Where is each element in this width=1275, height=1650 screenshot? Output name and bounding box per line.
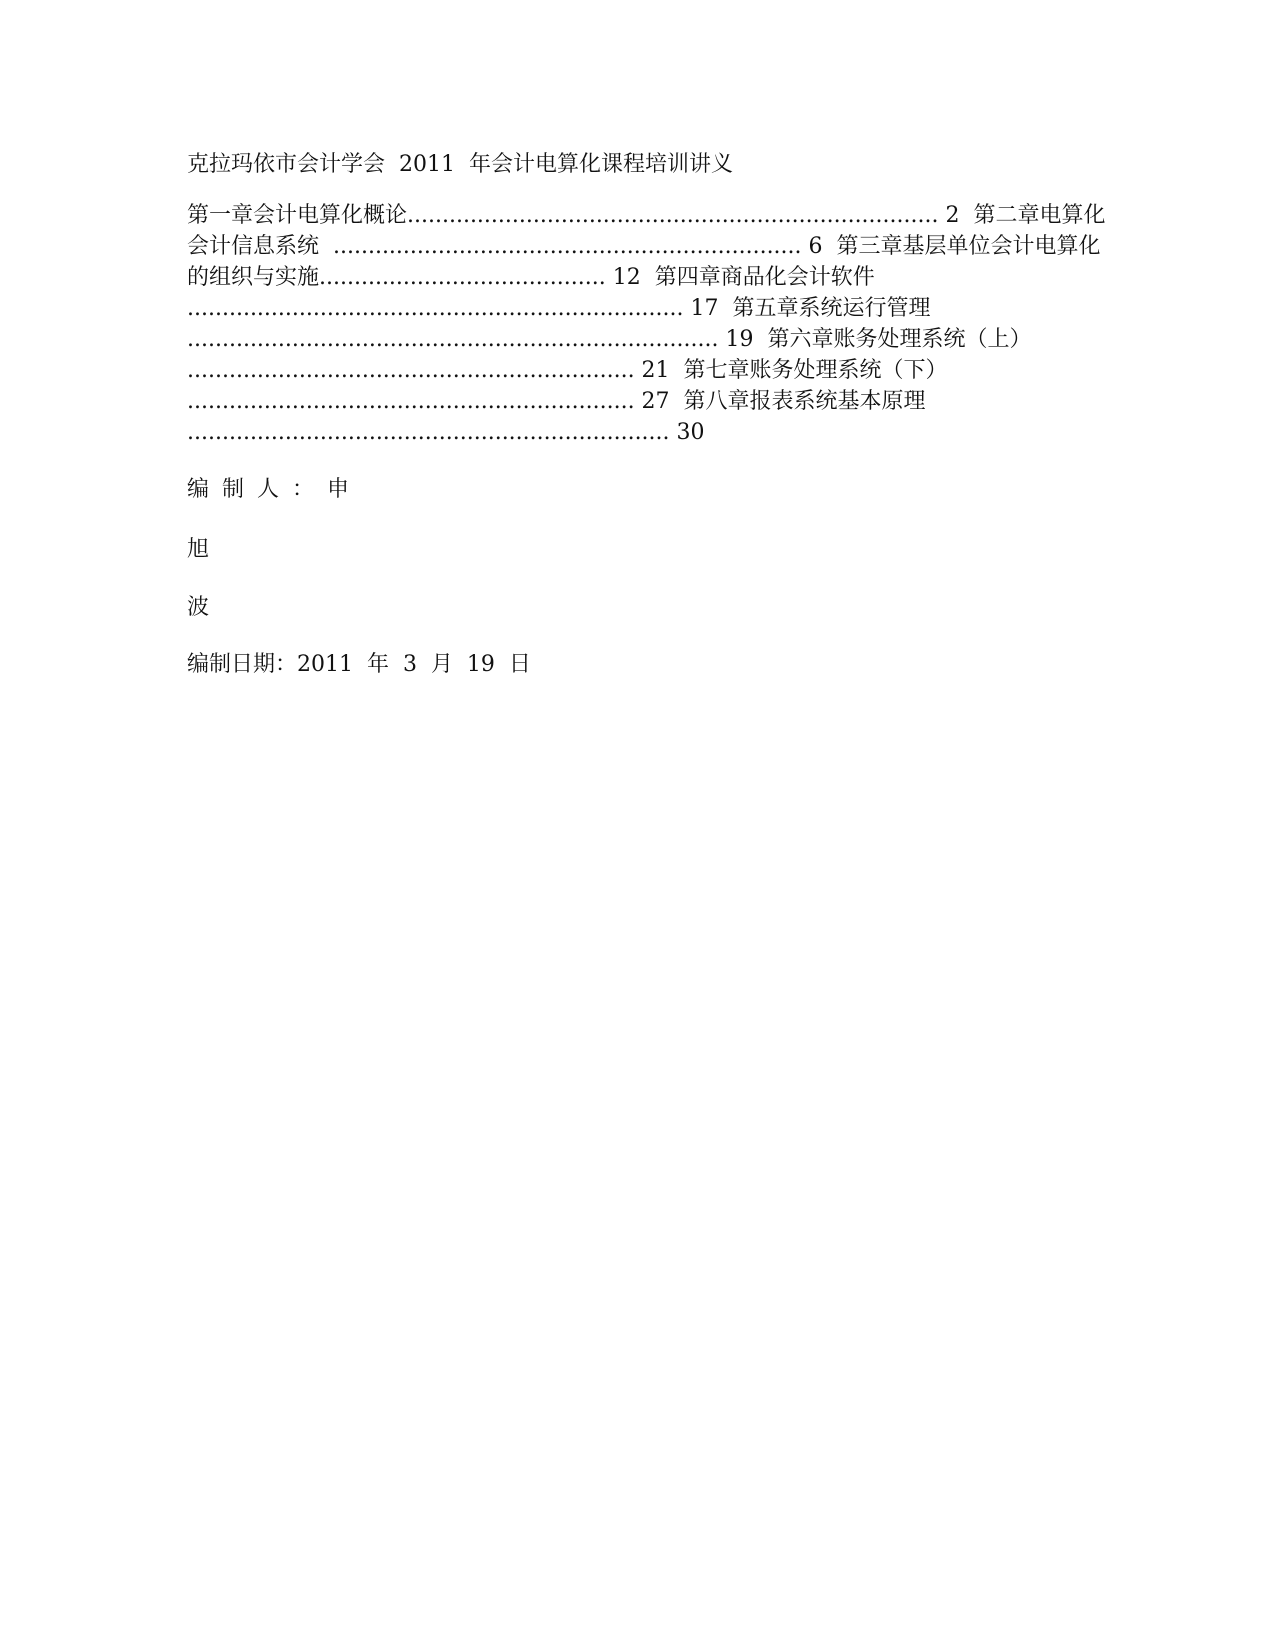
- compiler-label: 编制人：申: [187, 477, 363, 502]
- toc-line: ............................................................................ 19 第六章账务处理系统（上）: [187, 327, 1032, 352]
- toc-line: ................................................................ 21 第七章账务处理系统（下）: [187, 358, 948, 383]
- toc-line: ..................................................................... 30: [187, 420, 705, 445]
- toc-line: ....................................................................... 17 第五章系统运行管理: [187, 296, 931, 321]
- toc-line: 会计信息系统 ................................................................... 6 第三章基层单位会计电算化: [187, 234, 1101, 259]
- toc-line: 第一章会计电算化概论............................................................................ 2 第二章电算化: [187, 203, 1106, 228]
- compiler-name-part: 波: [187, 595, 210, 620]
- compile-date: 编制日期：2011 年 3 月 19 日: [187, 652, 531, 677]
- document-title: 克拉玛依市会计学会 2011 年会计电算化课程培训讲义: [187, 152, 733, 177]
- toc-line: 的组织与实施......................................... 12 第四章商品化会计软件: [187, 265, 875, 290]
- toc-line: ................................................................ 27 第八章报表系统基本原理: [187, 389, 926, 414]
- compiler-name-part: 旭: [187, 537, 210, 562]
